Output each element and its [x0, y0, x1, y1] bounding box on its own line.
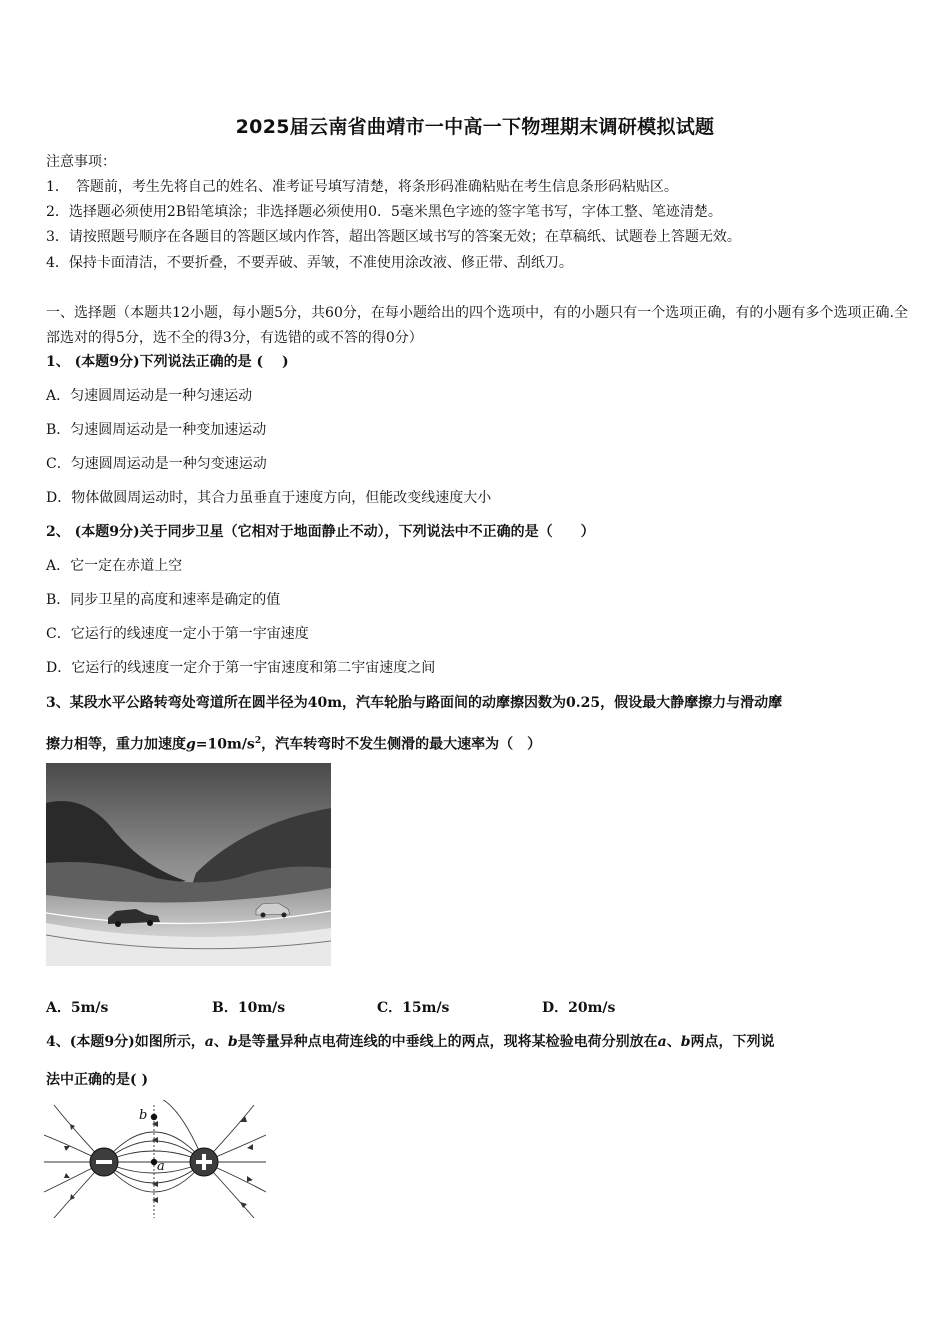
point-a-label: a: [157, 1159, 165, 1174]
question-2-option-c: C．它运行的线速度一定小于第一宇宙速度: [46, 626, 309, 642]
question-4-stem-line2: 法中正确的是( ): [46, 1072, 149, 1088]
question-4-stem-line1: 4、(本题9分)如图所示，a、b是等量异种点电荷连线的中垂线上的两点，现将某检验电荷分别放在a、b两点，下列说: [46, 1034, 775, 1050]
question-3-option-c: C．15m/s: [377, 1000, 450, 1016]
notice-item-2: 2．选择题必须使用2B铅笔填涂；非选择题必须使用0．5毫米黑色字迹的签字笔书写，字体工整、笔迹清楚。: [46, 204, 722, 220]
question-2-option-d: D．它运行的线速度一定介于第一宇宙速度和第二宇宙速度之间: [46, 660, 436, 676]
question-1-option-b: B．匀速圆周运动是一种变加速运动: [46, 422, 267, 438]
electric-field-diagram: [44, 1100, 266, 1218]
question-2-stem: 2、 (本题9分)关于同步卫星（它相对于地面静止不动），下列说法中不正确的是（ ）: [46, 524, 595, 540]
question-3-stem-line2: 擦力相等，重力加速度$g=10m/s^2$，汽车转弯时不发生侧滑的最大速率为（ ）: [46, 736, 542, 753]
point-b-label: b: [139, 1108, 148, 1123]
notice-item-1: 1． 答题前，考生先将自己的姓名、准考证号填写清楚，将条形码准确粘贴在考生信息条形码粘贴区。: [46, 179, 678, 195]
page-title: 2025届云南省曲靖市一中高一下物理期末调研模拟试题: [235, 116, 715, 138]
question-3-stem-line1: 3、某段水平公路转弯处弯道所在圆半径为40m，汽车轮胎与路面间的动摩擦因数为0.25，假设最大静摩擦力与滑动摩: [46, 695, 783, 711]
question-2-option-b: B．同步卫星的高度和速率是确定的值: [46, 592, 281, 608]
notice-item-3: 3．请按照题号顺序在各题目的答题区域内作答，超出答题区域书写的答案无效；在草稿纸、试题卷上答题无效。: [46, 229, 741, 245]
question-1-stem: 1、 (本题9分)下列说法正确的是 ( ): [46, 354, 289, 370]
question-3-option-a: A．5m/s: [46, 1000, 109, 1016]
curved-road-photo: [46, 763, 331, 966]
question-3-option-d: D．20m/s: [542, 1000, 616, 1016]
question-2-option-a: A．它一定在赤道上空: [46, 558, 183, 574]
section-intro: 一、选择题（本题共12小题，每小题5分，共60分，在每小题给出的四个选项中，有的小题只有一个选项正确，有的小题有多个选项正确.全部选对的得5分，选不全的得3分，有选错的或不答的得0分）: [46, 305, 908, 346]
question-1-option-c: C．匀速圆周运动是一种匀变速运动: [46, 456, 267, 472]
question-1-option-a: A．匀速圆周运动是一种匀速运动: [46, 388, 253, 404]
notice-item-4: 4．保持卡面清洁，不要折叠，不要弄破、弄皱，不准使用涂改液、修正带、刮纸刀。: [46, 255, 573, 271]
question-3-option-b: B．10m/s: [212, 1000, 286, 1016]
notice-heading: 注意事项：: [46, 154, 116, 170]
question-1-option-d: D．物体做圆周运动时，其合力虽垂直于速度方向，但能改变线速度大小: [46, 490, 492, 506]
